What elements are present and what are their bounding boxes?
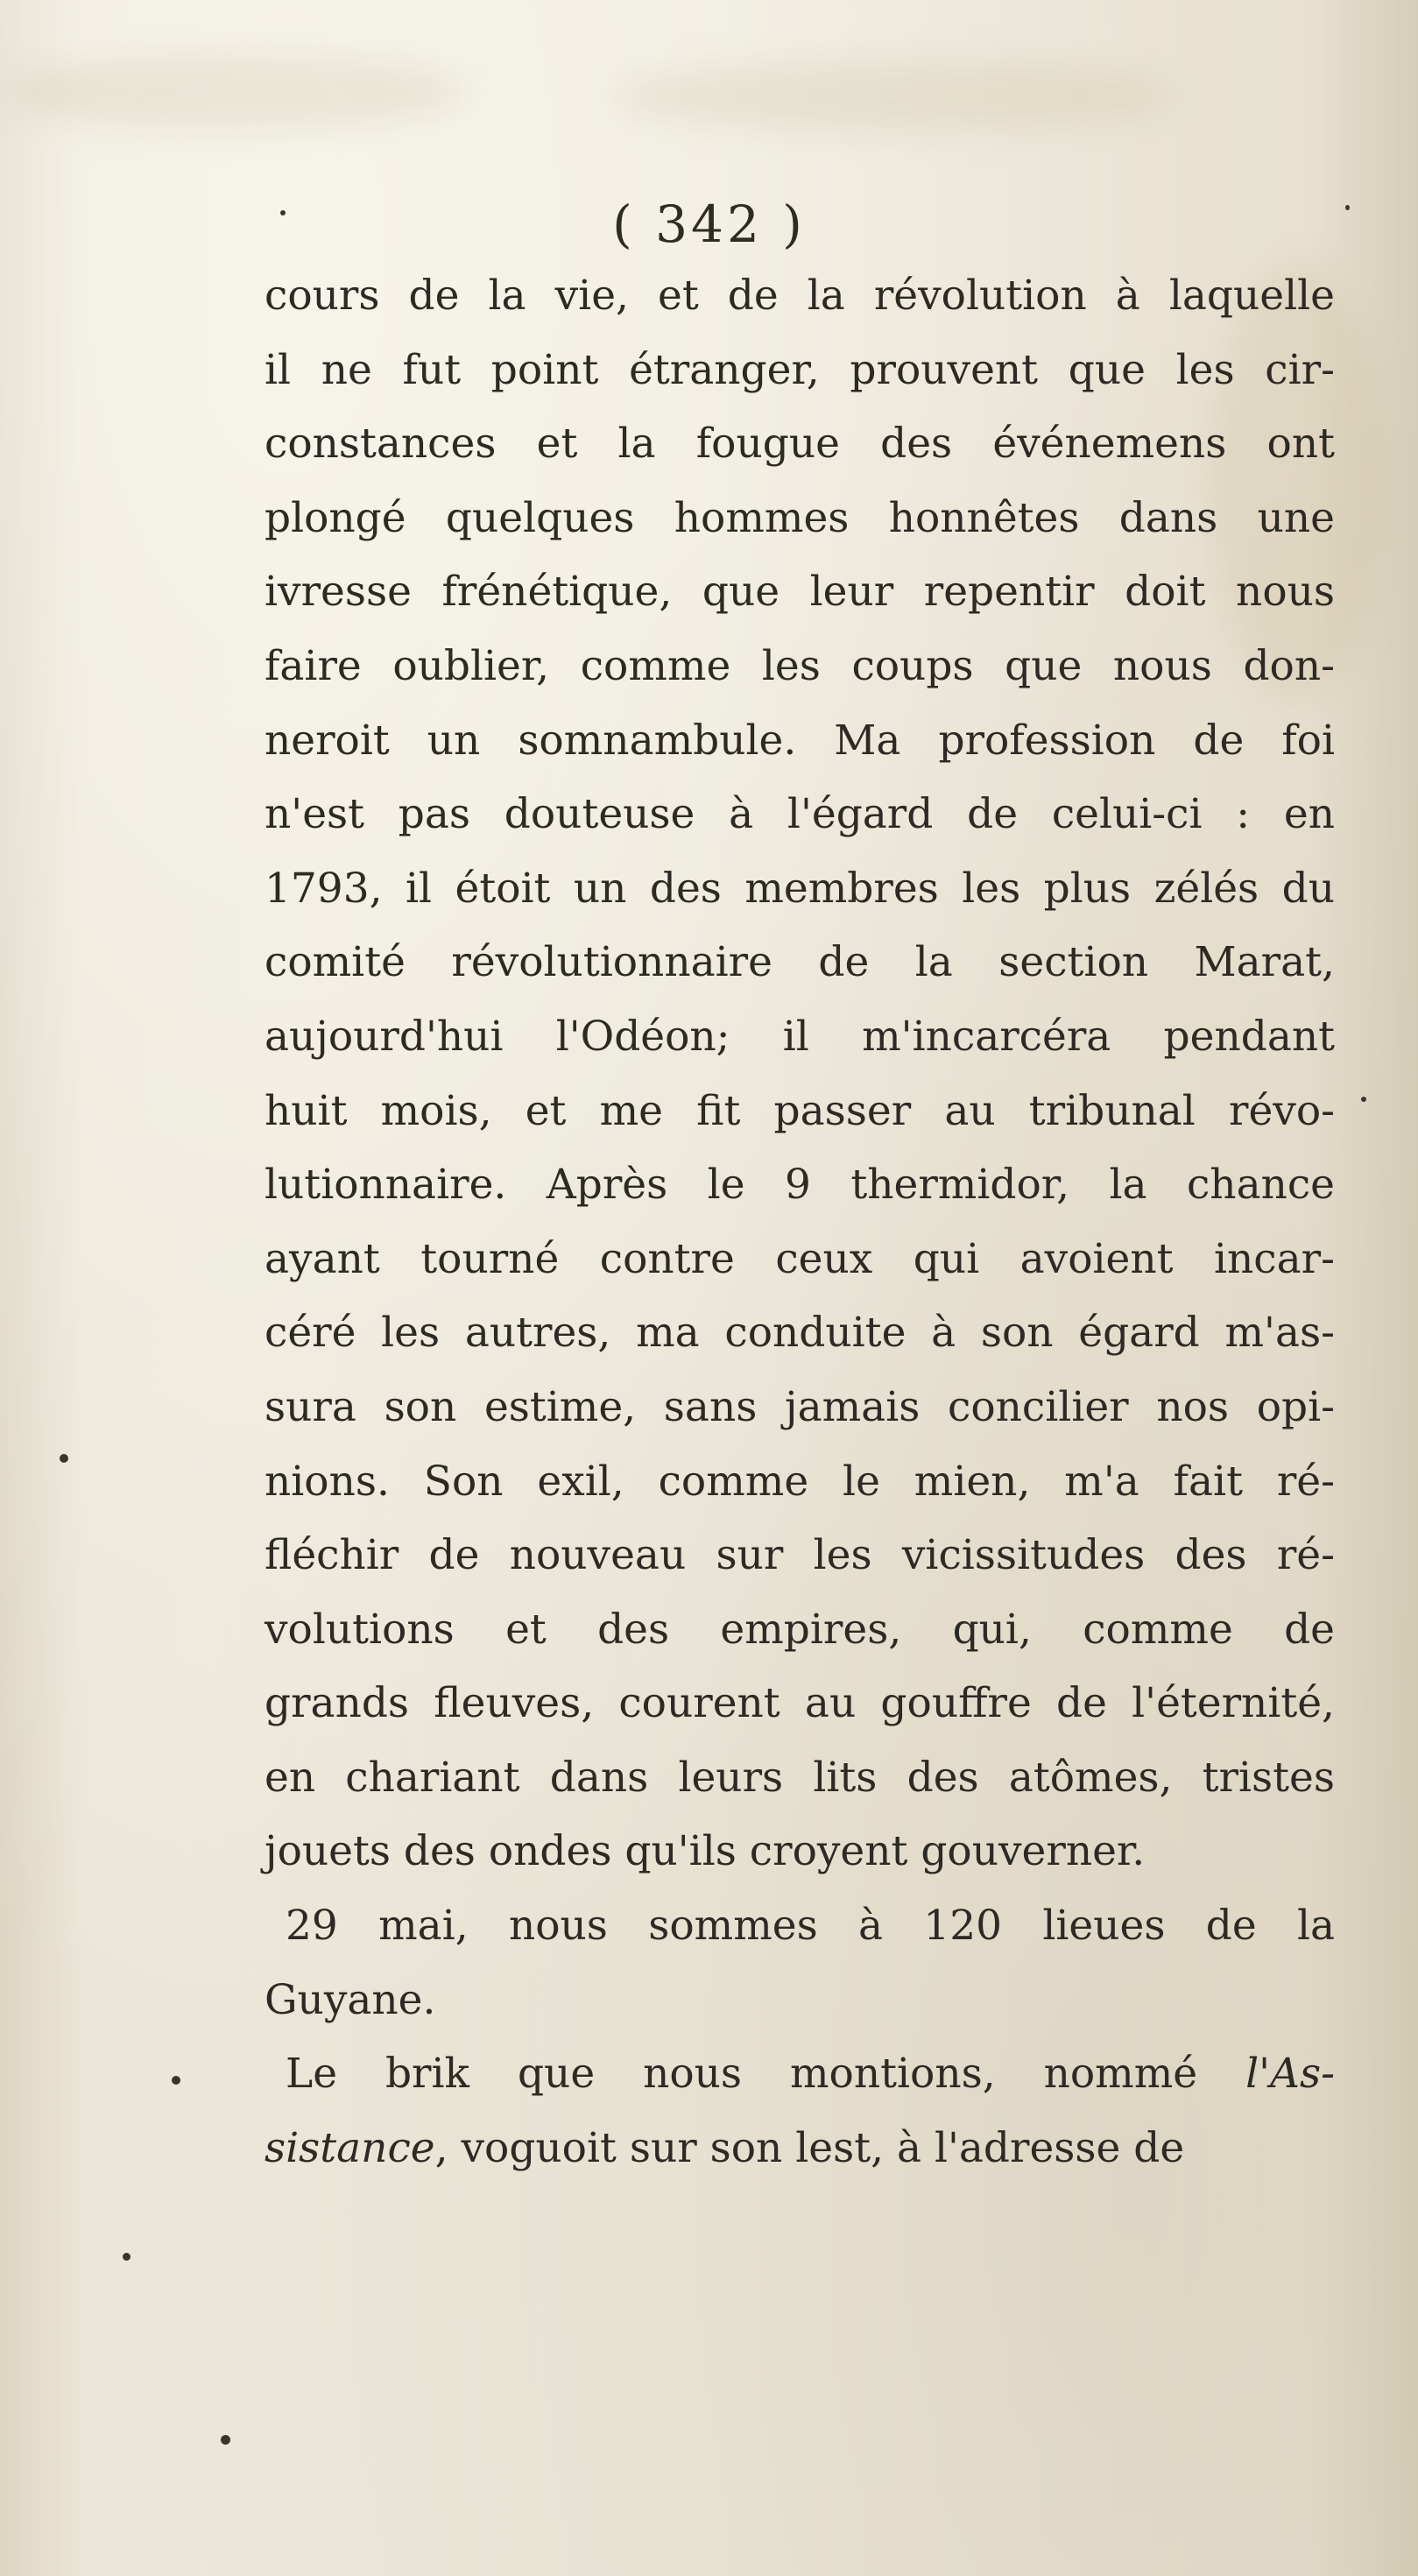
text-segment: , voguoit sur son lest, à l'adresse de <box>434 2123 1185 2172</box>
ink-speck <box>172 2076 180 2085</box>
body-text <box>265 259 1335 2185</box>
text-line: fléchir de nouveau sur les vicissitudes des ré- <box>265 1531 1335 1580</box>
text-line: n'est pas douteuse à l'égard de celui-ci : en <box>265 790 1335 839</box>
text-line: huit mois, et me fit passer au tribunal révo- <box>265 1086 1335 1135</box>
text-line: il ne fut point étranger, prouvent que les cir- <box>265 345 1335 394</box>
text-line: lutionnaire. Après le 9 thermidor, la chance <box>265 1161 1335 1210</box>
ink-speck <box>60 1454 68 1463</box>
text-line: Guyane. <box>265 1975 436 2024</box>
ink-speck <box>123 2253 131 2261</box>
ink-speck <box>221 2435 230 2445</box>
text-segment: Le brik que nous montions, nommé <box>286 2050 1198 2099</box>
text-line <box>265 2037 1335 2112</box>
ship-name-italic: l'As- <box>1245 2050 1335 2099</box>
text-line <box>265 2112 1335 2186</box>
text-line: cours de la vie, et de la révolution à laquelle <box>265 272 1335 320</box>
ship-name-italic: sistance <box>265 2123 435 2172</box>
text-line: comité révolutionnaire de la section Marat, <box>265 938 1335 987</box>
text-line: plongé quelques hommes honnêtes dans une <box>265 493 1335 542</box>
text-line: ivresse frénétique, que leur repentir doit nous <box>265 568 1335 617</box>
text-line: volutions et des empires, qui, comme de <box>265 1605 1335 1654</box>
text-line: nions. Son exil, comme le mien, m'a fait ré- <box>265 1457 1335 1506</box>
text-line: faire oublier, comme les coups que nous don- <box>265 641 1335 690</box>
text-line: grands fleuves, courent au gouffre de l'éternité, <box>265 1679 1335 1728</box>
text-line: aujourd'hui l'Odéon; il m'incarcéra pendant <box>265 1012 1335 1061</box>
text-line: jouets des ondes qu'ils croyent gouverner. <box>265 1827 1146 1876</box>
paper-stain <box>613 61 1174 131</box>
text-line: ayant tourné contre ceux qui avoient incar- <box>265 1234 1335 1283</box>
text-line: sura son estime, sans jamais concilier nos opi- <box>265 1382 1335 1431</box>
text-line: céré les autres, ma conduite à son égard m'as- <box>265 1309 1335 1358</box>
text-line: en chariant dans leurs lits des atômes, tristes <box>265 1753 1335 1802</box>
text-line: neroit un somnambule. Ma profession de foi <box>265 716 1335 765</box>
text-line: 29 mai, nous sommes à 120 lieues de la <box>286 1902 1335 1951</box>
ink-speck <box>1361 1097 1366 1102</box>
text-line: constances et la fougue des événemens ont <box>265 420 1335 469</box>
page-number: ( 342 ) <box>612 194 806 254</box>
text-line: 1793, il étoit un des membres les plus zélés du <box>265 864 1335 913</box>
paper-stain <box>9 53 464 131</box>
